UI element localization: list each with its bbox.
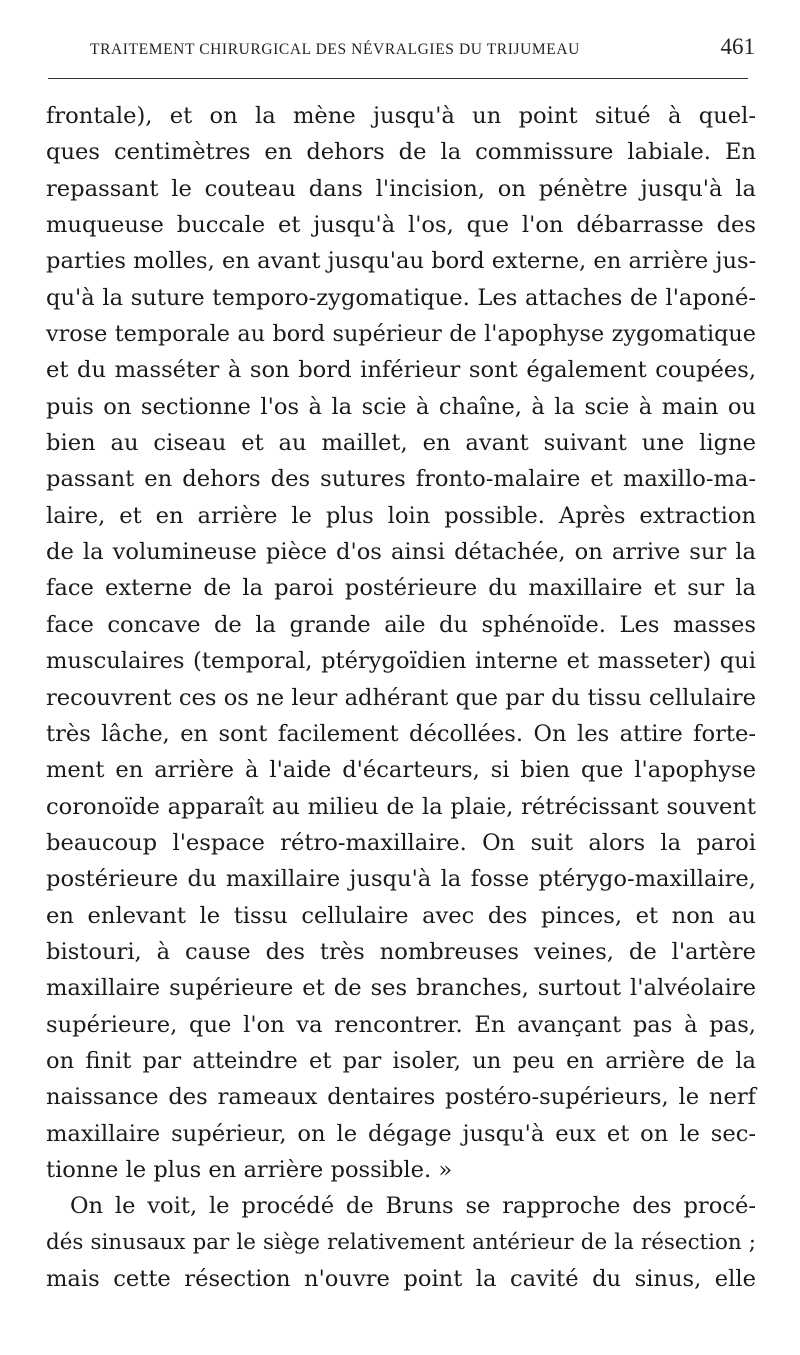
header-rule <box>48 78 748 79</box>
body-text <box>46 98 756 1297</box>
text-line: coronoïde apparaît au milieu de la plaie, rétrécissant souvent <box>46 793 756 820</box>
text-line: face externe de la paroi postérieure du maxillaire et sur la <box>46 575 756 602</box>
running-title: TRAITEMENT CHIRURGICAL DES NÉVRALGIES DU TRIJUMEAU <box>90 41 580 58</box>
text-line: mais cette résection n'ouvre point la cavité du sinus, elle <box>46 1266 756 1292</box>
text-line: en enlevant le tissu cellulaire avec des pinces, et non au <box>46 902 756 929</box>
text-line: bistouri, à cause des très nombreuses veines, de l'artère <box>46 938 756 965</box>
text-line: et du masséter à son bord inférieur sont également coupées, <box>46 357 756 384</box>
text-line: parties molles, en avant jusqu'au bord externe, en arrière jus- <box>46 248 757 275</box>
page-header <box>90 34 755 64</box>
page-number: 461 <box>720 34 755 59</box>
text-line: laire, et en arrière le plus loin possible. Après extraction <box>46 502 756 529</box>
text-line: très lâche, en sont facilement décollées. On les attire forte- <box>46 720 756 747</box>
text-line: qu'à la suture temporo-zygomatique. Les attaches de l'aponé- <box>46 284 756 311</box>
text-line: de la volumineuse pièce d'os ainsi détachée, on arrive sur la <box>46 539 756 566</box>
text-line: frontale), et on la mène jusqu'à un point situé à quel- <box>46 103 756 129</box>
text-line: puis on sectionne l'os à la scie à chaîne, à la scie à main ou <box>46 393 756 420</box>
text-line: passant en dehors des sutures fronto-malaire et maxillo-ma- <box>46 466 756 493</box>
text-line: musculaires (temporal, ptérygoïdien interne et masseter) qui <box>46 648 756 675</box>
text-line: maxillaire supérieur, on le dégage jusqu'à eux et on le sec- <box>46 1120 756 1147</box>
text-line: muqueuse buccale et jusqu'à l'os, que l'on débarrasse des <box>46 212 756 239</box>
text-line: tionne le plus en arrière possible. » <box>46 1156 453 1183</box>
text-line: on finit par atteindre et par isoler, un peu en arrière de la <box>46 1047 756 1074</box>
text-line: maxillaire supérieure et de ses branches, surtout l'alvéolaire <box>46 975 756 1002</box>
text-line: ques centimètres en dehors de la commissure labiale. En <box>46 139 756 166</box>
paragraph-first-line: On le voit, le procédé de Bruns se rapproche des procé- <box>70 1193 756 1220</box>
text-line: ment en arrière à l'aide d'écarteurs, si bien que l'apophyse <box>46 757 756 784</box>
text-line: bien au ciseau et au maillet, en avant suivant une ligne <box>46 430 756 457</box>
text-line: beaucoup l'espace rétro-maxillaire. On suit alors la paroi <box>46 829 756 856</box>
text-line: supérieure, que l'on va rencontrer. En avançant pas à pas, <box>46 1011 756 1038</box>
text-line: dés sinusaux par le siège relativement antérieur de la résection ; <box>46 1229 756 1255</box>
text-line: postérieure du maxillaire jusqu'à la fosse ptérygo-maxillaire, <box>46 866 756 893</box>
text-line: naissance des rameaux dentaires postéro-supérieurs, le nerf <box>46 1084 756 1111</box>
text-line: repassant le couteau dans l'incision, on pénètre jusqu'à la <box>46 175 756 202</box>
text-line: face concave de la grande aile du sphénoïde. Les masses <box>46 611 756 638</box>
text-line: recouvrent ces os ne leur adhérant que par du tissu cellulaire <box>46 684 756 711</box>
text-line: vrose temporale au bord supérieur de l'apophyse zygomatique <box>46 321 756 348</box>
